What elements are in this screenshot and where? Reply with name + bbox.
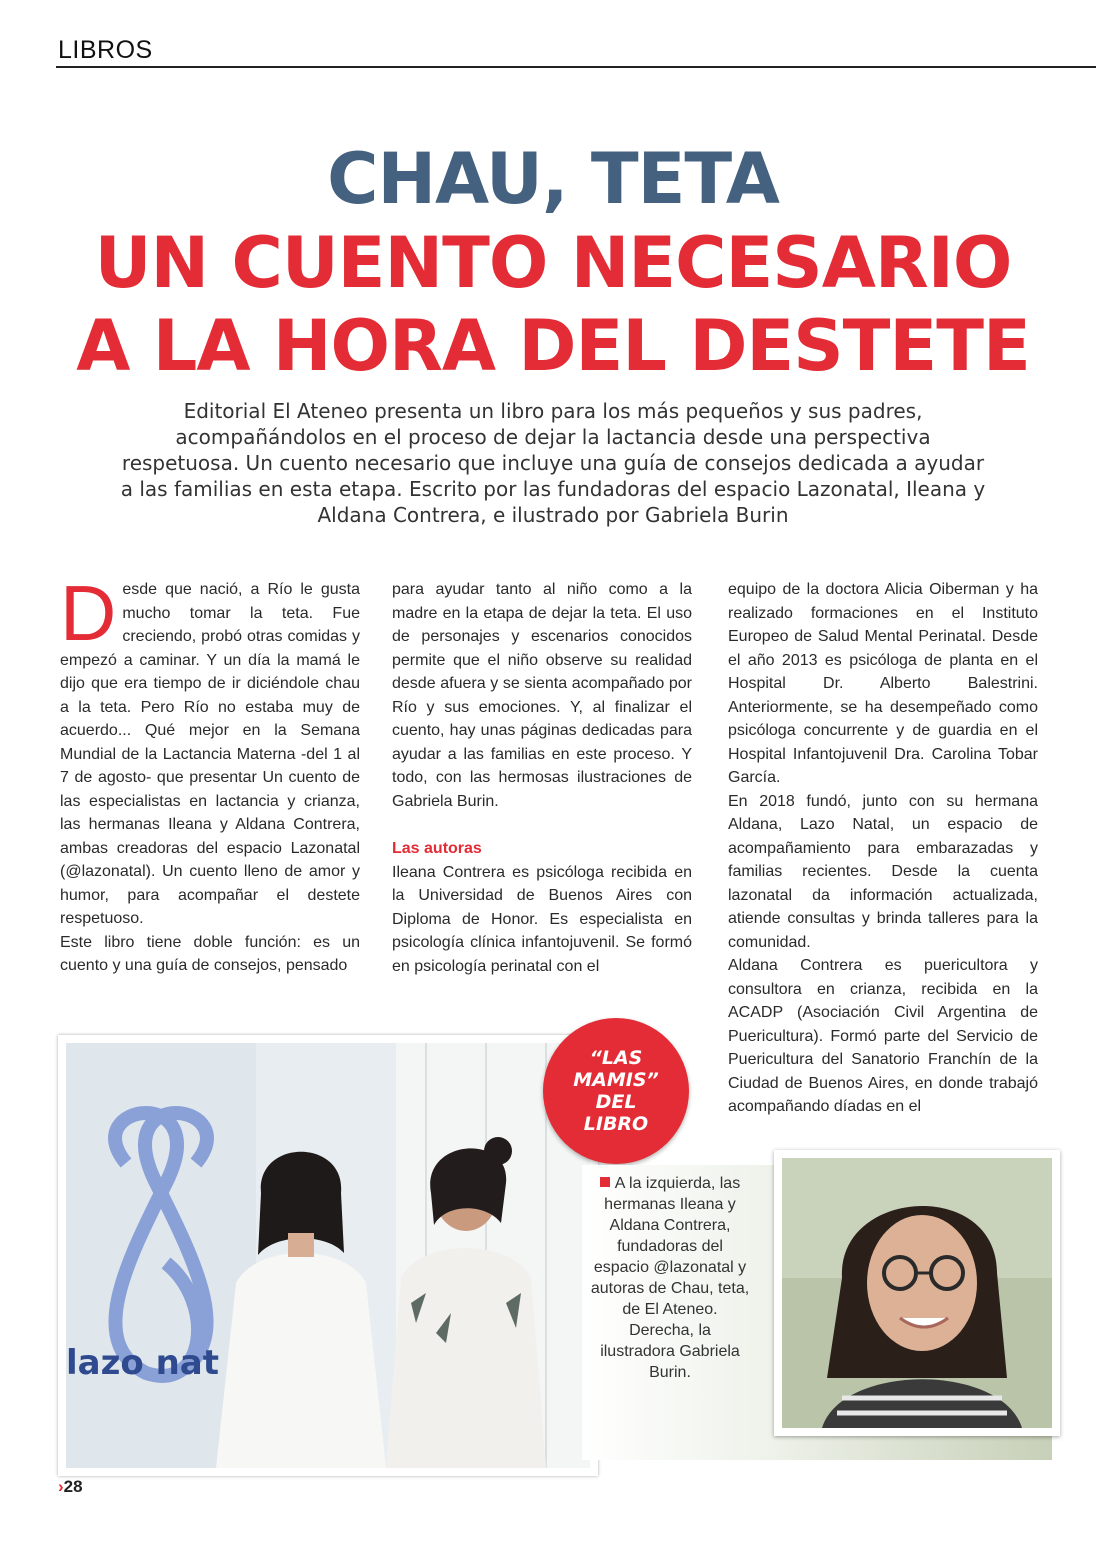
section-label: LIBROS	[58, 36, 153, 64]
subheading: Las autoras	[392, 840, 482, 857]
badge-line: DEL	[595, 1091, 637, 1113]
callout-badge	[543, 1018, 689, 1164]
photo-caption	[590, 1173, 750, 1383]
paragraph	[60, 569, 360, 931]
paragraph: Aldana Contrera es puericultora y consultora en crianza, recibida en la ACADP (Asociación Civil Argentina de Puericultura). Formó parte del Servicio de Puericultura del Sanatorio Franchín de la Ciudad de Buenos Aires, en donde trabajó acompañando díadas en el	[728, 957, 1038, 1115]
headline-line-3: A LA HORA DEL DESTETE	[76, 305, 1030, 387]
paragraph: equipo de la doctora Alicia Oiberman y ha realizado formaciones en el Instituto Europeo de Salud Mental Perinatal. Desde el año 2013 es psicóloga de planta en el Hospital Dr. Alberto Balestrini. Anteriormente, se ha desempeñado como psicóloga concurrente y de guardia en el Hospital Infantojuvenil Dra. Carolina Tobar García.	[728, 581, 1038, 786]
chevron-right-icon: ›	[58, 1477, 64, 1496]
headline-line-1: CHAU, TETA	[327, 138, 779, 220]
column-2	[392, 578, 692, 978]
authors-photo	[58, 1035, 598, 1476]
paragraph: Ileana Contrera es psicóloga recibida en la Universidad de Buenos Aires con Diploma de Honor. Es especialista en psicología clínica infantojuvenil. Se formó en psicología perinatal con el	[392, 863, 692, 975]
paragraph-text: esde que nació, a Río le gusta mucho tomar la teta. Fue creciendo, probó otras comidas y empezó a caminar. Y un día la mamá le dijo que era tiempo de ir diciéndole chau a la teta. Pero Río no estaba muy de acuerdo... Qué mejor en la Semana Mundial de la Lactancia Materna -del 1 al 7 de agosto- que presentar Un cuento de las especialistas en lactancia y crianza, las hermanas Ileana y Aldana Contrera, ambas creadoras del espacio Lazonatal (@lazonatal). Un cuento lleno de amor y humor, para acompañar el destete respetuoso.	[60, 581, 360, 927]
badge-line: LIBRO	[583, 1113, 649, 1135]
paragraph: En 2018 fundó, junto con su hermana Aldana, Lazo Natal, un espacio de acompañamiento para embarazadas y familias recientes. Desde la cuenta lazonatal da información actualizada, atiende consultas y brinda talleres para la comunidad.	[728, 792, 1038, 951]
badge-line: MAMIS”	[573, 1069, 659, 1091]
column-3	[728, 578, 1038, 1119]
paragraph: Este libro tiene doble función: es un cuento y una guía de consejos, pensado	[60, 933, 360, 974]
badge-line: “LAS	[589, 1047, 643, 1069]
illustrator-photo	[774, 1150, 1060, 1436]
paragraph: para ayudar tanto al niño como a la madre en la etapa de dejar la teta. El uso de personajes y escenarios conocidos permite que el niño observe su realidad desde afuera y se sienta acompañado por Río y sus emociones. Y, al finalizar el cuento, hay unas páginas dedicadas para ayudar a las familias en este proceso. Y todo, con las hermosas ilustraciones de Gabriela Burin.	[392, 581, 692, 810]
column-1	[60, 569, 360, 978]
bullet-square-icon	[600, 1177, 610, 1187]
page-number-text: 28	[63, 1477, 83, 1496]
illustrator-photo-illustration	[782, 1158, 1052, 1428]
authors-photo-illustration	[66, 1043, 590, 1468]
page-number	[58, 1477, 83, 1497]
banner-text: lazo nat	[66, 1343, 219, 1383]
lead-paragraph: Editorial El Ateneo presenta un libro para los más pequeños y sus padres, acompañándolos en el proceso de dejar la lactancia desde una perspectiva respetuosa. Un cuento necesario que incluye una guía de consejos dedicada a ayudar a las familias en esta etapa. Escrito por las fundadoras del espacio Lazonatal, Ileana y Aldana Contrera, e ilustrado por Gabriela Burin	[120, 399, 986, 527]
drop-cap: D	[60, 569, 117, 657]
headline-line-2: UN CUENTO NECESARIO	[94, 222, 1012, 304]
section-rule	[56, 66, 1096, 68]
caption-text: A la izquierda, las hermanas Ileana y Aldana Contrera, fundadoras del espacio @lazonatal y autoras de Chau, teta, de El Ateneo. Derecha, la ilustradora Gabriela Burin.	[590, 1175, 750, 1381]
